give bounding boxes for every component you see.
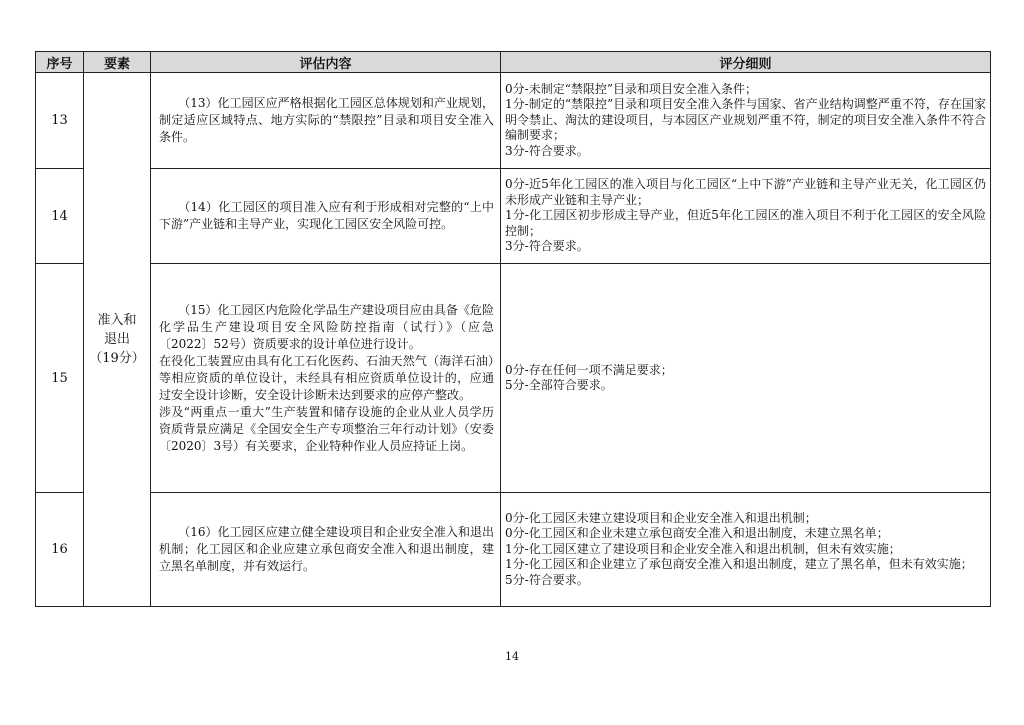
detail-line: 5分-全部符合要求。	[505, 378, 613, 392]
detail-line: 5分-符合要求。	[505, 572, 589, 587]
table-row	[36, 493, 991, 607]
header-element: 要素	[84, 52, 151, 73]
detail-cell	[501, 73, 991, 169]
detail-line: 1分-制定的“禁限控”目录和项目安全准入条件与国家、省产业结构调整严重不符，存在国家明令禁止、淘汰的建设项目，与本园区产业规划严重不符，制定的项目安全准入条件不符合编制要求；	[505, 97, 986, 143]
header-detail: 评分细则	[501, 52, 991, 73]
content-paragraph: （14）化工园区的项目准入应有利于形成相对完整的“上中下游”产业链和主导产业，实现化工园区安全风险可控。	[159, 200, 494, 231]
detail-line: 0分-未制定“禁限控”目录和项目安全准入条件；	[505, 81, 757, 96]
header-content: 评估内容	[151, 52, 501, 73]
detail-line: 0分-化工园区未建立建设项目和企业安全准入和退出机制；	[505, 510, 817, 525]
detail-cell	[501, 264, 991, 493]
table-row	[36, 169, 991, 264]
content-paragraph: 在役化工装置应由具有化工石化医药、石油天然气（海洋石油）等相应资质的单位设计，未经具有相应资质单位设计的，应通过安全设计诊断，安全设计诊断未达到要求的应停产整改。	[159, 353, 494, 402]
table-row	[36, 264, 991, 493]
detail-line: 0分-近5年化工园区的准入项目与化工园区“上中下游”产业链和主导产业无关，化工园区仍未形成产业链和主导产业；	[505, 177, 986, 207]
evaluation-table	[35, 51, 991, 607]
content-cell	[151, 493, 501, 607]
table-header-row	[36, 52, 991, 73]
detail-line: 1分-化工园区初步形成主导产业，但近5年化工园区的准入项目不利于化工园区的安全风险控制；	[505, 208, 986, 238]
detail-cell	[501, 493, 991, 607]
detail-line: 0分-存在任何一项不满足要求；	[505, 362, 673, 377]
element-label-line: 退出	[103, 332, 130, 347]
header-seq: 序号	[36, 52, 84, 73]
page-number: 14	[505, 650, 519, 663]
content-paragraph: （15）化工园区内危险化学品生产建设项目应由具备《危险化学品生产建设项目安全风险防控指南（试行）》（应急〔2022〕52号）资质要求的设计单位进行设计。	[159, 302, 494, 351]
content-cell	[151, 73, 501, 169]
row-seq: 14	[36, 169, 84, 264]
element-label-line: 准入和	[97, 313, 137, 328]
content-paragraph: （16）化工园区应建立健全建设项目和企业安全准入和退出机制；化工园区和企业应建立承包商安全准入和退出制度，建立黑名单制度，并有效运行。	[159, 525, 494, 573]
detail-line: 1分-化工园区建立了建设项目和企业安全准入和退出机制，但未有效实施；	[505, 541, 901, 556]
element-cell	[84, 73, 151, 607]
row-seq: 15	[36, 264, 84, 493]
table-row	[36, 73, 991, 169]
detail-line: 3分-符合要求。	[505, 239, 589, 254]
row-seq: 13	[36, 73, 84, 169]
row-seq: 16	[36, 493, 84, 607]
content-paragraph: （13）化工园区应严格根据化工园区总体规划和产业规划，制定适应区域特点、地方实际的“禁限控”目录和项目安全准入条件。	[159, 96, 494, 144]
content-paragraph: 涉及“两重点一重大”生产装置和储存设施的企业从业人员学历资质背景应满足《全国安全生产专项整治三年行动计划》（安委〔2020〕3号）有关要求，企业特种作业人员应持证上岗。	[159, 404, 494, 453]
element-label-line: （19分）	[89, 351, 145, 366]
content-cell	[151, 169, 501, 264]
detail-line: 1分-化工园区和企业建立了承包商安全准入和退出制度，建立了黑名单，但未有效实施；	[505, 557, 973, 572]
detail-line: 3分-符合要求。	[505, 143, 589, 158]
detail-line: 0分-化工园区和企业未建立承包商安全准入和退出制度，未建立黑名单；	[505, 526, 889, 541]
detail-cell	[501, 169, 991, 264]
content-cell	[151, 264, 501, 493]
